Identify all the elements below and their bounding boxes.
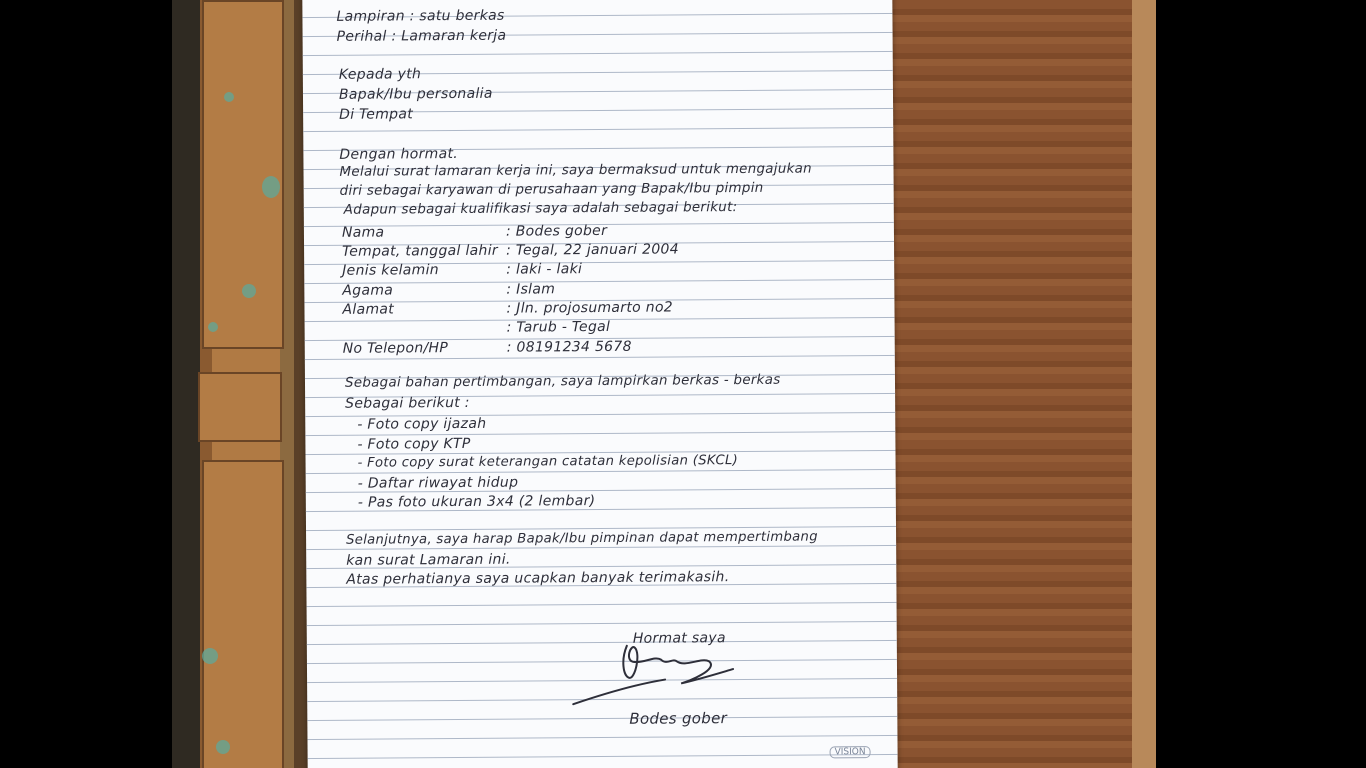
closing-line: Selanjutnya, saya harap Bapak/Ibu pimpinan dapat mempertimbang — [346, 529, 818, 548]
right-letterbox — [1156, 0, 1366, 768]
wood-background-left — [172, 0, 312, 768]
addressee-line: Bapak/Ibu personalia — [338, 85, 493, 103]
wood-plank — [198, 372, 282, 442]
detail-label: Jenis kelamin — [342, 262, 440, 279]
detail-label: Alamat — [342, 301, 395, 318]
body-line: Melalui surat lamaran kerja ini, saya bermaksud untuk mengajukan — [339, 161, 812, 180]
attachment-item: - Foto copy ijazah — [357, 415, 487, 433]
signoff-name: Bodes gober — [629, 709, 728, 728]
salutation: Dengan hormat. — [339, 145, 459, 163]
paint-speck — [262, 176, 280, 198]
paint-speck — [242, 284, 256, 298]
addressee-line: Di Tempat — [339, 106, 414, 123]
addressee-line: Kepada yth — [338, 66, 422, 83]
paint-speck — [224, 92, 234, 102]
attachments-intro: Sebagai bahan pertimbangan, saya lampirkan berkas - berkas — [344, 372, 781, 391]
paint-speck — [202, 648, 218, 664]
detail-value: : 08191234 5678 — [506, 338, 632, 356]
closing-line: Atas perhatianya saya ucapkan banyak terimakasih. — [346, 569, 730, 588]
paper-brand-logo: VISION — [830, 746, 871, 758]
wood-plank — [202, 0, 284, 349]
attachment-item: - Foto copy surat keterangan catatan kepolisian (SKCL) — [357, 453, 739, 471]
photo-scene — [172, 0, 1156, 768]
detail-label: No Telepon/HP — [342, 340, 449, 357]
detail-label: Tempat, tanggal lahir — [342, 242, 498, 260]
detail-value: : laki - laki — [506, 261, 583, 278]
perihal-line: Perihal : Lamaran kerja — [336, 27, 507, 45]
attachment-item: - Pas foto ukuran 3x4 (2 lembar) — [357, 493, 596, 511]
paint-speck — [208, 322, 218, 332]
detail-value: : Islam — [506, 281, 556, 298]
detail-value: : Tarub - Tegal — [506, 318, 611, 336]
wood-plank — [202, 460, 284, 768]
attachments-intro: Sebagai berikut : — [345, 394, 470, 412]
attachment-item: - Foto copy KTP — [357, 435, 471, 453]
body-line: Adapun sebagai kualifikasi saya adalah sebagai berikut: — [343, 200, 738, 218]
closing-line: kan surat Lamaran ini. — [346, 551, 511, 569]
attachment-item: - Daftar riwayat hidup — [357, 474, 519, 492]
lampiran-line: Lampiran : satu berkas — [336, 7, 505, 25]
wood-background-right — [884, 0, 1156, 768]
signoff-greeting: Hormat saya — [632, 630, 726, 647]
left-letterbox — [0, 0, 172, 768]
detail-label: Nama — [341, 224, 385, 241]
detail-value: : Bodes gober — [505, 222, 608, 240]
detail-value: : Jln. projosumarto no2 — [506, 299, 674, 317]
paint-speck — [216, 740, 230, 754]
letter-paper — [302, 0, 898, 768]
body-line: diri sebagai karyawan di perusahaan yang Bapak/Ibu pimpin — [339, 180, 764, 199]
detail-value: : Tegal, 22 januari 2004 — [506, 241, 679, 259]
detail-label: Agama — [342, 282, 394, 299]
wood-edge-right — [1132, 0, 1156, 768]
signature-image — [569, 639, 749, 710]
